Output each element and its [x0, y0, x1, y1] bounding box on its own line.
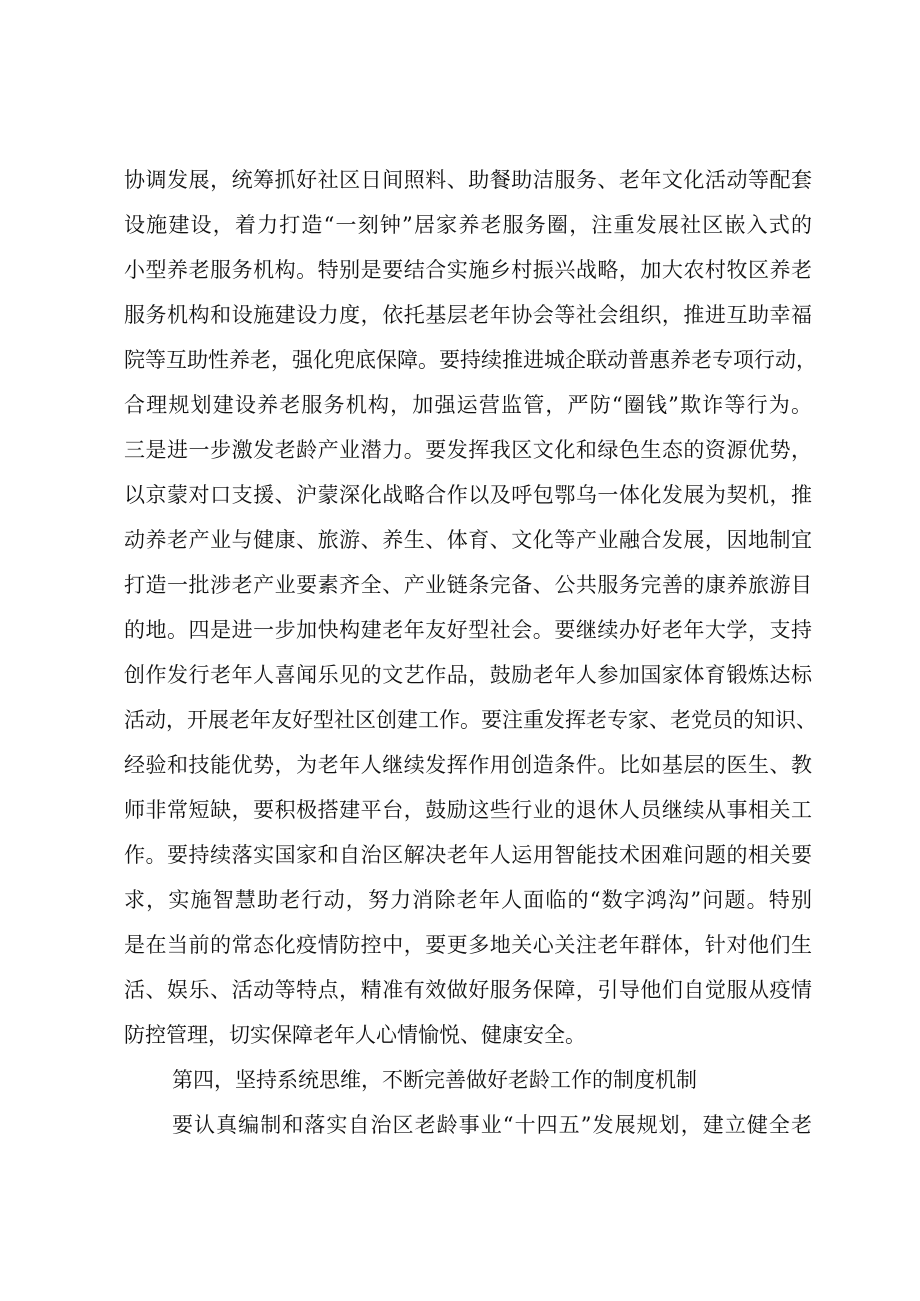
paragraph-line: 是在当前的常态化疫情防控中，要更多地关心关注老年群体，针对他们生: [124, 933, 812, 957]
paragraph-line: 协调发展，统筹抓好社区日间照料、助餐助洁服务、老年文化活动等配套: [124, 168, 812, 192]
paragraph-line: 设施建设，着力打造“一刻钟”居家养老服务圈，注重发展社区嵌入式的: [124, 213, 812, 237]
paragraph-line: 创作发行老年人喜闻乐见的文艺作品，鼓励老年人参加国家体育锻炼达标: [124, 663, 812, 687]
paragraph-line: 活动，开展老年友好型社区创建工作。要注重发挥老专家、老党员的知识、: [124, 708, 817, 732]
paragraph-line: 作。要持续落实国家和自治区解决老年人运用智能技术困难问题的相关要: [124, 843, 812, 867]
paragraph-line: 小型养老服务机构。特别是要结合实施乡村振兴战略，加大农村牧区养老: [124, 258, 812, 282]
paragraph-line: 动养老产业与健康、旅游、养生、体育、文化等产业融合发展，因地制宜: [124, 528, 812, 552]
paragraph-line: 求，实施智慧助老行动，努力消除老年人面临的“数字鸿沟”问题。特别: [124, 888, 812, 912]
paragraph-line: 合理规划建设养老服务机构，加强运营监管，严防“圈钱”欺诈等行为。: [124, 393, 812, 417]
paragraph-line: 师非常短缺，要积极搭建平台，鼓励这些行业的退休人员继续从事相关工: [124, 798, 812, 822]
paragraph-line: 活、娱乐、活动等特点，精准有效做好服务保障，引导他们自觉服从疫情: [124, 978, 812, 1002]
paragraph-line: 院等互助性养老，强化兜底保障。要持续推进城企联动普惠养老专项行动，: [124, 348, 817, 372]
section-heading: 第四，坚持系统思维，不断完善做好老龄工作的制度机制: [172, 1068, 697, 1092]
paragraph-line: 防控管理，切实保障老年人心情愉悦、健康安全。: [124, 1023, 586, 1047]
document-body: [124, 158, 817, 1148]
paragraph-line: 服务机构和设施建设力度，依托基层老年协会等社会组织，推进互助幸福: [124, 303, 812, 327]
paragraph-line: 要认真编制和落实自治区老龄事业“十四五”发展规划，建立健全老: [172, 1113, 812, 1137]
paragraph-line: 的地。四是进一步加快构建老年友好型社会。要继续办好老年大学，支持: [124, 618, 812, 642]
paragraph-line: 经验和技能优势，为老年人继续发挥作用创造条件。比如基层的医生、教: [124, 753, 812, 777]
paragraph-line: 打造一批涉老产业要素齐全、产业链条完备、公共服务完善的康养旅游目: [124, 573, 812, 597]
paragraph-line: 以京蒙对口支援、沪蒙深化战略合作以及呼包鄂乌一体化发展为契机，推: [124, 483, 812, 507]
paragraph-line: 三是进一步激发老龄产业潜力。要发挥我区文化和绿色生态的资源优势，: [124, 438, 812, 462]
